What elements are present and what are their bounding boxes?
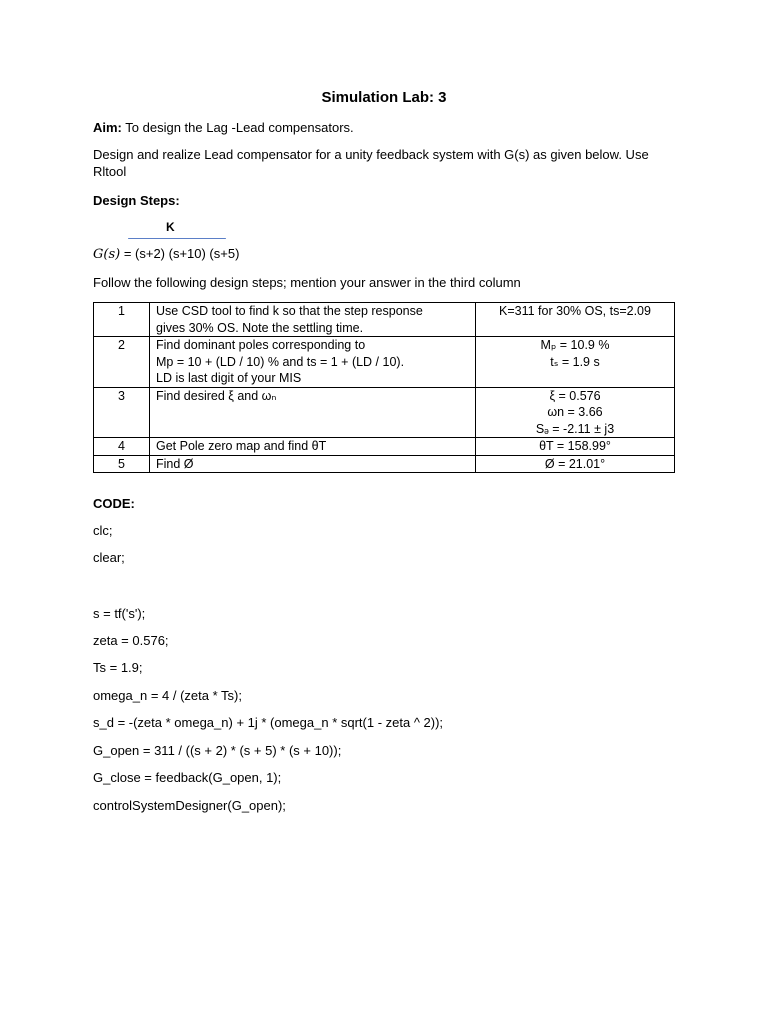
transfer-function-numerator: K (166, 220, 175, 234)
step-description-line: Find desired ξ and ωₙ (156, 388, 277, 403)
step-description (150, 337, 476, 388)
code-line: zeta = 0.576; (93, 633, 169, 648)
code-line: s_d = -(zeta * omega_n) + 1j * (omega_n * sqrt(1 - zeta ^ 2)); (93, 715, 444, 730)
step-number: 3 (94, 387, 150, 438)
step-answer-line: Mₚ = 10.9 % (540, 338, 610, 352)
step-number: 4 (94, 438, 150, 456)
step-answer (476, 303, 675, 337)
step-description (150, 387, 476, 438)
step-answer (476, 387, 675, 438)
transfer-function-lhs: G(s) (93, 247, 121, 262)
description-line-1: Design and realize Lead compensator for a unity feedback system with G(s) as given below. Use (93, 147, 649, 162)
step-answer (476, 438, 675, 456)
table-row (94, 303, 675, 337)
code-line: clear; (93, 550, 125, 565)
aim-label: Aim: (93, 120, 122, 135)
step-number: 2 (94, 337, 150, 388)
follow-instructions: Follow the following design steps; mention your answer in the third column (93, 275, 521, 290)
code-line: controlSystemDesigner(G_open); (93, 798, 286, 813)
step-answer-line: K=311 for 30% OS, ts=2.09 (499, 304, 651, 318)
design-steps-heading: Design Steps: (93, 193, 180, 208)
transfer-function (93, 246, 239, 262)
fraction-bar (128, 238, 226, 239)
code-line: G_close = feedback(G_open, 1); (93, 770, 282, 785)
step-answer-line: ξ = 0.576 (549, 388, 601, 403)
step-answer-line: Sₔ = -2.11 ± j3 (535, 421, 615, 436)
step-answer-line: ωn = 3.66 (547, 405, 603, 419)
step-description (150, 455, 476, 473)
document-title: Simulation Lab: 3 (321, 89, 447, 106)
step-answer-line: Ø = 21.01° (544, 456, 606, 471)
step-description-line: gives 30% OS. Note the settling time. (156, 320, 364, 335)
step-description-line: Find Ø (156, 456, 194, 471)
code-line: Ts = 1.9; (93, 660, 143, 675)
step-number: 1 (94, 303, 150, 337)
code-line: clc; (93, 523, 113, 538)
table-row (94, 438, 675, 456)
step-description-line: Get Pole zero map and find θT (156, 439, 327, 453)
aim-text: To design the Lag -Lead compensators. (121, 120, 354, 135)
step-description-line: Find dominant poles corresponding to (156, 338, 366, 352)
table-row (94, 387, 675, 438)
step-answer-line: θT = 158.99° (539, 439, 611, 453)
table-row (94, 337, 675, 388)
step-answer (476, 337, 675, 388)
step-answer-line: tₛ = 1.9 s (550, 354, 600, 369)
step-description-line: Mp = 10 + (LD / 10) % and ts = 1 + (LD / 10). (156, 354, 405, 369)
step-description (150, 303, 476, 337)
code-line: omega_n = 4 / (zeta * Ts); (93, 688, 242, 703)
code-line: s = tf('s'); (93, 606, 146, 621)
table-row (94, 455, 675, 473)
code-heading: CODE: (93, 496, 135, 511)
step-description-line: Use CSD tool to find k so that the step response (156, 304, 423, 318)
aim-line (93, 120, 354, 136)
transfer-function-rhs: = (s+2) (s+10) (s+5) (120, 246, 240, 261)
step-number: 5 (94, 455, 150, 473)
code-line: G_open = 311 / ((s + 2) * (s + 5) * (s + 10)); (93, 743, 342, 758)
description-line-2: Rltool (93, 164, 127, 179)
step-description (150, 438, 476, 456)
step-answer (476, 455, 675, 473)
step-description-line: LD is last digit of your MIS (156, 371, 302, 385)
design-steps-table (93, 302, 675, 473)
